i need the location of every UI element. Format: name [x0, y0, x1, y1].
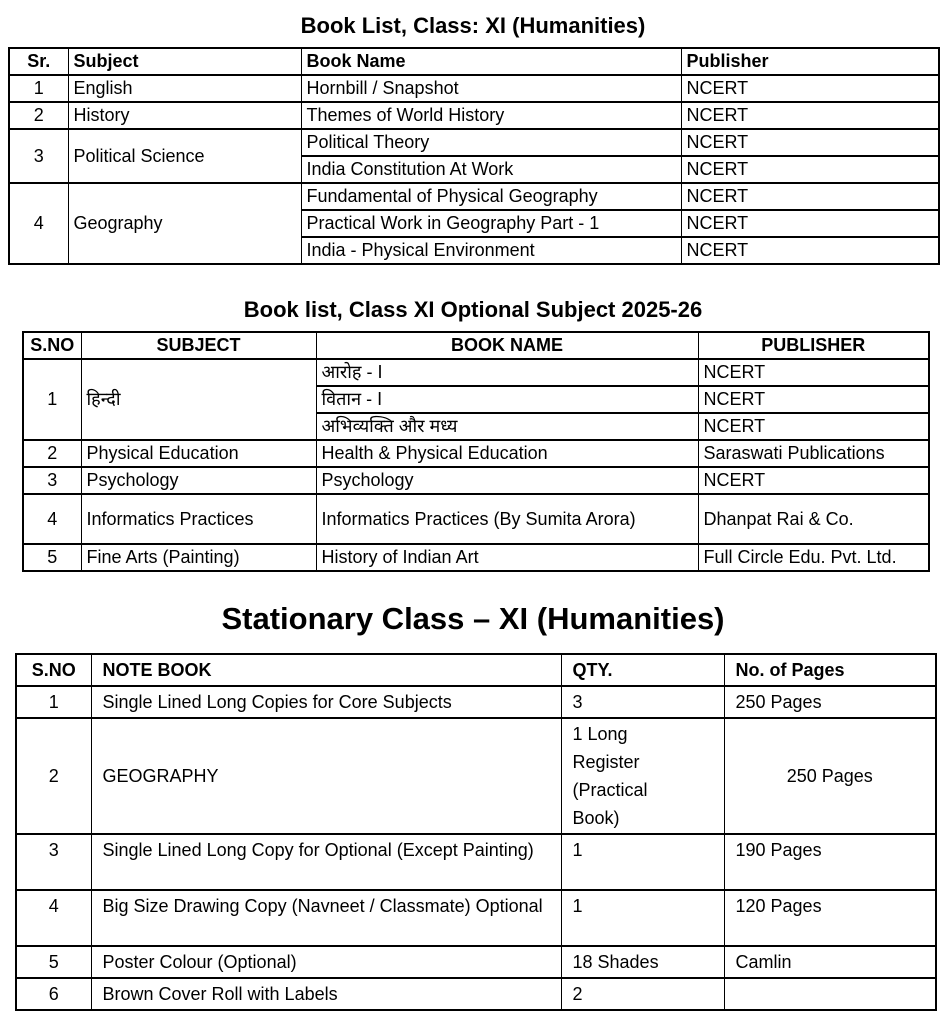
table-header-row	[23, 332, 929, 359]
sno-cell: 2	[23, 440, 81, 467]
publisher-cell: NCERT	[698, 359, 929, 386]
table-row	[9, 183, 939, 210]
table-row	[16, 718, 936, 834]
qty-text: 1 Long Register (Practical Book)	[572, 724, 648, 828]
table-header-row	[16, 654, 936, 686]
sno-cell: 4	[16, 890, 91, 946]
item-cell: Brown Cover Roll with Labels	[91, 978, 561, 1010]
table-row	[16, 978, 936, 1010]
sno-cell: 5	[16, 946, 91, 978]
book-name-cell: History of Indian Art	[316, 544, 698, 571]
header-sr: Sr.	[9, 48, 68, 75]
table-row	[23, 467, 929, 494]
table-row	[9, 102, 939, 129]
header-pages: No. of Pages	[724, 654, 936, 686]
header-qty: QTY.	[561, 654, 724, 686]
book-name-cell: आरोह - I	[316, 359, 698, 386]
sno-cell: 3	[23, 467, 81, 494]
header-subject: Subject	[68, 48, 301, 75]
publisher-cell: Dhanpat Rai & Co.	[698, 494, 929, 544]
publisher-cell: NCERT	[681, 129, 939, 156]
table-row	[16, 946, 936, 978]
subject-cell: Political Science	[68, 129, 301, 183]
table-row	[16, 834, 936, 890]
header-note-book: NOTE BOOK	[91, 654, 561, 686]
book-name-cell: Fundamental of Physical Geography	[301, 183, 681, 210]
sno-cell: 6	[16, 978, 91, 1010]
book-name-cell: India Constitution At Work	[301, 156, 681, 183]
sno-cell: 4	[23, 494, 81, 544]
table-row	[23, 440, 929, 467]
publisher-cell: Saraswati Publications	[698, 440, 929, 467]
optional-books-table	[22, 331, 930, 572]
book-name-cell: वितान - I	[316, 386, 698, 413]
qty-cell: 3	[561, 686, 724, 718]
publisher-cell: NCERT	[681, 156, 939, 183]
subject-cell: हिन्दी	[81, 359, 316, 440]
subject-cell: Psychology	[81, 467, 316, 494]
table-row	[23, 359, 929, 386]
stationary-table	[15, 653, 937, 1011]
book-name-cell: Practical Work in Geography Part - 1	[301, 210, 681, 237]
subject-cell: Physical Education	[81, 440, 316, 467]
subject-cell: History	[68, 102, 301, 129]
item-cell: GEOGRAPHY	[91, 718, 561, 834]
publisher-cell: NCERT	[698, 386, 929, 413]
item-cell: Big Size Drawing Copy (Navneet / Classmate) Optional	[91, 890, 561, 946]
subject-cell: English	[68, 75, 301, 102]
publisher-cell: NCERT	[698, 413, 929, 440]
header-sno: S.NO	[23, 332, 81, 359]
book-name-cell: Informatics Practices (By Sumita Arora)	[316, 494, 698, 544]
sr-cell: 2	[9, 102, 68, 129]
publisher-cell: NCERT	[681, 183, 939, 210]
book-name-cell: Themes of World History	[301, 102, 681, 129]
sr-cell: 1	[9, 75, 68, 102]
subject-cell: Geography	[68, 183, 301, 264]
core-books-title: Book List, Class: XI (Humanities)	[300, 13, 646, 38]
publisher-cell: NCERT	[681, 102, 939, 129]
header-publisher: PUBLISHER	[698, 332, 929, 359]
pages-cell: 120 Pages	[724, 890, 936, 946]
sno-cell: 1	[16, 686, 91, 718]
table-row	[16, 890, 936, 946]
publisher-cell: NCERT	[681, 237, 939, 264]
pages-cell: 190 Pages	[724, 834, 936, 890]
header-sno: S.NO	[16, 654, 91, 686]
book-name-cell: Political Theory	[301, 129, 681, 156]
pages-cell: 250 Pages	[724, 686, 936, 718]
header-book-name: Book Name	[301, 48, 681, 75]
qty-cell: 1	[561, 890, 724, 946]
item-cell: Single Lined Long Copy for Optional (Except Painting)	[91, 834, 561, 890]
sno-cell: 3	[16, 834, 91, 890]
table-row	[23, 494, 929, 544]
sr-cell: 4	[9, 183, 68, 264]
optional-books-title: Book list, Class XI Optional Subject 2025-26	[243, 297, 703, 322]
sno-cell: 5	[23, 544, 81, 571]
publisher-cell: NCERT	[698, 467, 929, 494]
publisher-cell: NCERT	[681, 75, 939, 102]
table-row	[9, 75, 939, 102]
book-name-cell: Psychology	[316, 467, 698, 494]
book-name-cell: India - Physical Environment	[301, 237, 681, 264]
subject-cell: Fine Arts (Painting)	[81, 544, 316, 571]
sr-cell: 3	[9, 129, 68, 183]
book-name-cell: अभिव्यक्ति और मध्य	[316, 413, 698, 440]
table-row	[23, 544, 929, 571]
table-row	[16, 686, 936, 718]
header-book-name: BOOK NAME	[316, 332, 698, 359]
item-cell: Poster Colour (Optional)	[91, 946, 561, 978]
pages-cell: Camlin	[724, 946, 936, 978]
qty-cell: 1	[561, 834, 724, 890]
qty-cell	[561, 718, 724, 834]
sno-cell: 2	[16, 718, 91, 834]
qty-cell: 18 Shades	[561, 946, 724, 978]
book-name-cell: Hornbill / Snapshot	[301, 75, 681, 102]
table-row	[9, 129, 939, 156]
item-cell: Single Lined Long Copies for Core Subjects	[91, 686, 561, 718]
qty-cell: 2	[561, 978, 724, 1010]
sno-cell: 1	[23, 359, 81, 440]
stationary-title: Stationary Class – XI (Humanities)	[221, 601, 725, 636]
book-name-cell: Health & Physical Education	[316, 440, 698, 467]
publisher-cell: Full Circle Edu. Pvt. Ltd.	[698, 544, 929, 571]
publisher-cell: NCERT	[681, 210, 939, 237]
core-books-table	[8, 47, 940, 265]
pages-cell: 250 Pages	[724, 718, 936, 834]
table-header-row	[9, 48, 939, 75]
pages-cell	[724, 978, 936, 1010]
header-subject: SUBJECT	[81, 332, 316, 359]
header-publisher: Publisher	[681, 48, 939, 75]
subject-cell: Informatics Practices	[81, 494, 316, 544]
